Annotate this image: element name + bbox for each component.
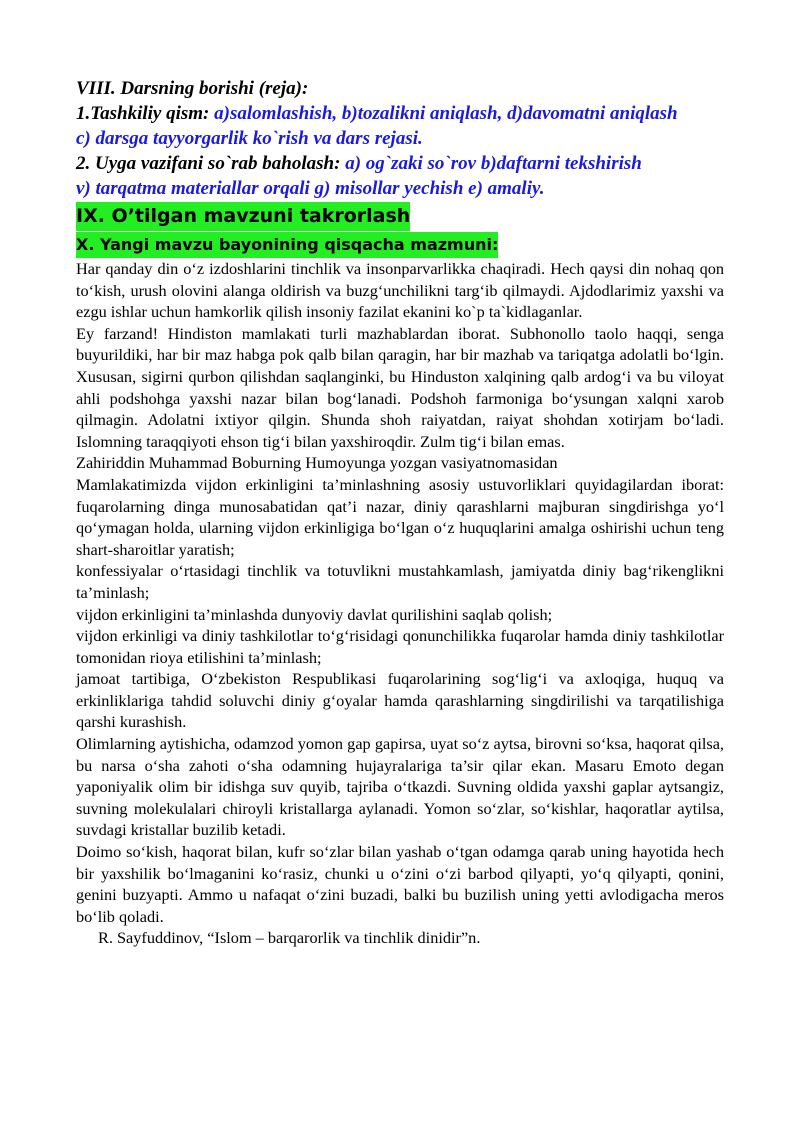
section-10-title: X. Yangi mavzu bayonining qisqacha mazmuni: <box>76 232 498 258</box>
paragraph-source: Zahiriddin Muhammad Boburning Humoyunga yozgan vasiyatnomasidan <box>76 453 558 473</box>
plan-item-2-cont: v) tarqatma materiallar orqali g) misollar yechish e) amaliy. <box>76 178 545 199</box>
section-9-title: IX. O’tilgan mavzuni takrorlash <box>76 202 410 231</box>
signature: R. Sayfuddinov, “Islom – barqarorlik va tinchlik dinidir”n. <box>98 928 481 948</box>
lesson-plan <box>76 76 724 201</box>
paragraph: vijdon erkinligini ta’minlashda dunyoviy davlat qurilishini saqlab qolish; <box>76 604 553 624</box>
plan-item-1 <box>76 101 724 126</box>
document-page <box>76 76 724 949</box>
paragraph: jamoat tartibiga, O‘zbekiston Respublikasi fuqarolarining sog‘lig‘i va axloqiga, huquq va erkinliklariga tahdid soluvchi diniy g‘oyalar hamda qarashlarning singdirilishi va tarqatilishiga qarshi kurashish. <box>76 669 724 732</box>
paragraph: Har qanday din o‘z izdoshlarini tinchlik va insonparvarlikka chaqiradi. Hech qaysi din nohaq qon to‘kish, urush olovini alanga oldirish va buzg‘unchilikni targ‘ib qilmaydi. Ajdodlarimiz yaxshi va ezgu ishlar uchun hamkorlik qilish insoniy fazilat ekanini ko`p ta`kidlaganlar. <box>76 259 724 322</box>
plan-item-1-label: 1.Tashkiliy qism: <box>76 103 210 124</box>
paragraph: Mamlakatimizda vijdon erkinligini ta’minlashning asosiy ustuvorliklari quyidagilardan iborat: fuqarolarning dinga munosabatidan qat’i nazar, diniy qarashlarni majburan singdirishga yo‘l qo‘ymagan holda, ularning vijdon erkinligiga bo‘lgan o‘z huquqlarini amalga oshirishi uchun teng shart-sharoitlar yaratish; <box>76 474 724 559</box>
paragraph: konfessiyalar o‘rtasidagi tinchlik va totuvlikni mustahkamlash, jamiyatda diniy bag‘rikenglikni ta’minlash; <box>76 561 724 602</box>
paragraph: Doimo so‘kish, haqorat bilan, kufr so‘zlar bilan yashab o‘tgan odamga qarab uning hayotida hech bir yaxshilik bo‘lmaganini ko‘rasiz, chunki u o‘zini o‘zi barbod qilyapti, yo‘q qilyapti, qonini, genini buzyapti. Ammo u nafaqat o‘zini buzadi, balki bu buzilish uning yetti avlodigacha meros bo‘lib qoladi. <box>76 842 724 926</box>
plan-item-2 <box>76 151 724 176</box>
plan-heading: VIII. Darsning borishi (reja): <box>76 78 309 99</box>
paragraph: Olimlarning aytishicha, odamzod yomon gap gapirsa, uyat so‘z aytsa, birovni so‘ksa, haqorat qilsa, bu narsa o‘sha zahoti o‘sha odamning hujayralariga ta’sir qilar ekan. Masaru Emoto degan yaponiyalik olim bir idishga suv quyib, tajriba o‘tkazdi. Suvning oldida yaxshi gaplar aytsangiz, suvning molekulalari chiroyli kristallarga aylanadi. Yomon so‘zlar, so‘kishlar, haqoratlar aytilsa, suvdagi kristallar buzilib ketadi. <box>76 734 724 840</box>
plan-item-1-cont: c) darsga tayyorgarlik ko`rish va dars rejasi. <box>76 128 423 149</box>
plan-item-1-text: a)salomlashish, b)tozalikni aniqlash, d)davomatni aniqlash <box>214 103 678 124</box>
plan-item-2-label: 2. Uyga vazifani so`rab baholash: <box>76 153 341 174</box>
paragraph: Ey farzand! Hindiston mamlakati turli mazhablardan iborat. Subhonollo taolo haqqi, senga buyurildiki, har bir maz habga pok qalb bilan qaragin, har bir mazhab va tariqatga adolatli bo‘lgin. Xususan, sigirni qurbon qilishdan saqlanginki, bu Hinduston xalqining qalb ardog‘i va bu viloyat ahli podshohga yaxshi nazar bilan bog‘lanadi. Podshoh farmoniga bo‘ysungan xalqni xarob qilmagin. Adolatni ixtiyor qilgin. Shunda shoh raiyatdan, raiyat shohdan xotirjam bo‘ladi. Islomning taraqqiyoti ehson tig‘i bilan yaxshiroqdir. Zulm tig‘i bilan emas. <box>76 323 724 451</box>
paragraph: vijdon erkinligi va diniy tashkilotlar to‘g‘risidagi qonunchilikka fuqarolar hamda diniy tashkilotlar tomonidan rioya etilishini ta’minlash; <box>76 626 724 667</box>
section-10-body <box>76 258 724 949</box>
plan-item-2-text: a) og`zaki so`rov b)daftarni tekshirish <box>345 153 642 174</box>
